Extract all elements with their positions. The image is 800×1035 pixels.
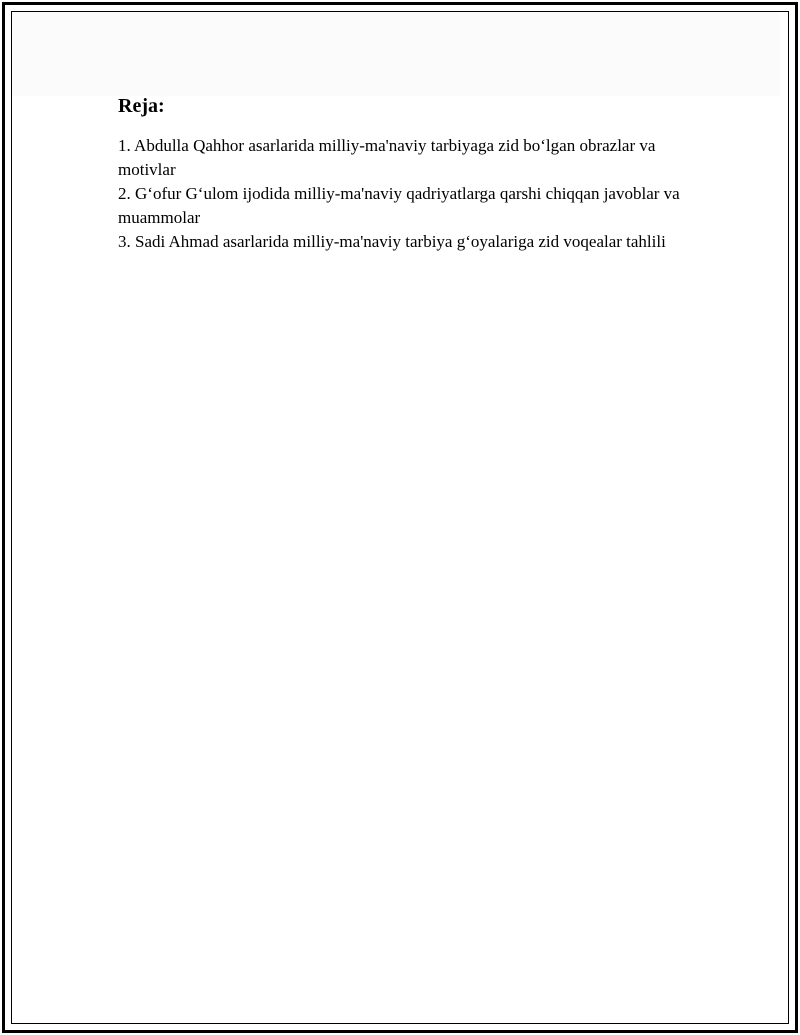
plan-item: 1. Abdulla Qahhor asarlarida milliy-ma'naviy tarbiyaga zid bo‘lgan obrazlar va motivlar — [118, 136, 656, 179]
header-area — [12, 12, 780, 96]
plan-title: Reja: — [118, 95, 165, 117]
plan-item: 2. G‘ofur G‘ulom ijodida milliy-ma'naviy qadriyatlarga qarshi chiqqan javoblar va muammolar — [118, 184, 680, 227]
document-content — [118, 92, 688, 254]
plan-item: 3. Sadi Ahmad asarlarida milliy-ma'naviy tarbiya g‘oyalariga zid voqealar tahlili — [118, 232, 666, 251]
plan-list — [118, 134, 688, 254]
